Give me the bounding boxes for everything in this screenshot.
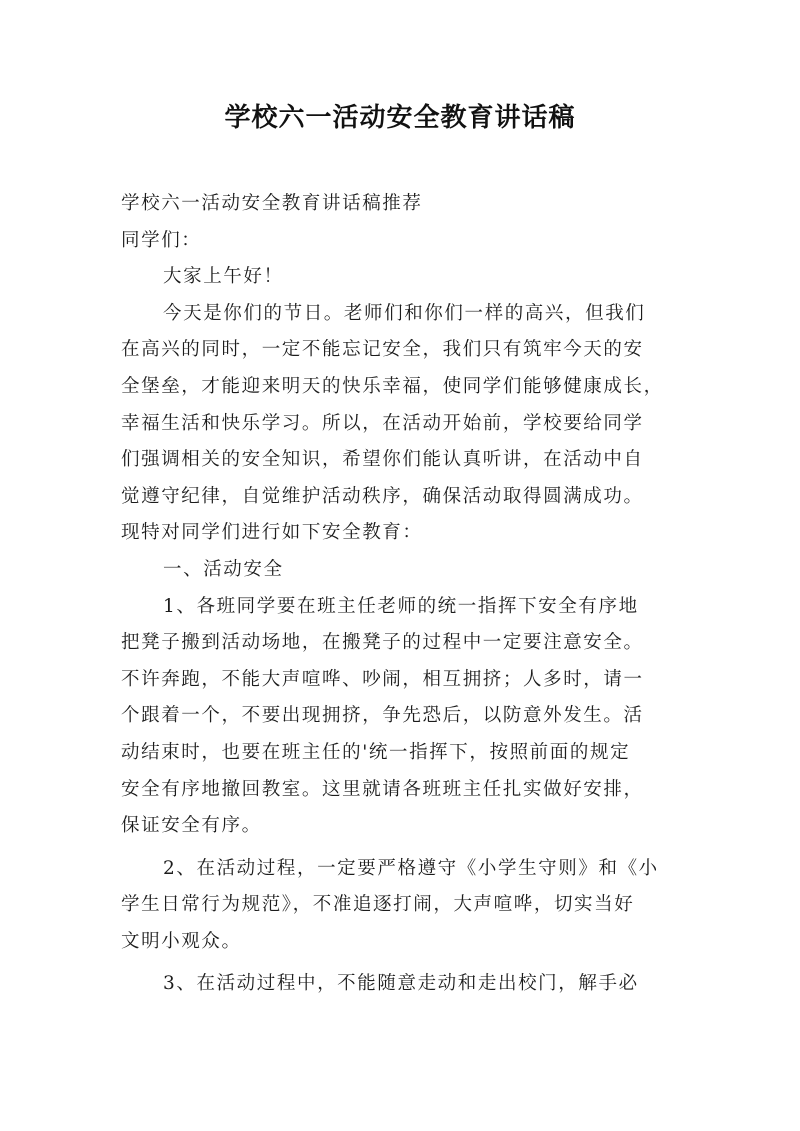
body-text-line: 不许奔跑，不能大声喧哗、吵闹，相互拥挤；人多时，请一 [121,668,644,690]
body-text-line: 觉遵守纪律，自觉维护活动秩序，确保活动取得圆满成功。 [121,485,644,507]
body-text-line: 今天是你们的节日。老师们和你们一样的高兴，但我们 [163,302,646,324]
body-text-line: 3、在活动过程中，不能随意走动和走出校门，解手必 [163,973,639,995]
body-text-line: 2、在活动过程，一定要严格遵守《小学生守则》和《小 [163,857,659,879]
body-text-line: 幸福生活和快乐学习。所以，在活动开始前，学校要给同学 [121,412,644,434]
body-text-line: 全堡垒，才能迎来明天的快乐幸福，使同学们能够健康成长， [121,375,664,397]
document-body [121,186,687,1003]
body-text-line: 大家上午好！ [163,266,284,288]
body-text-line: 安全有序地撤回教室。这里就请各班班主任扎实做好安排， [121,778,644,800]
body-text-line: 现特对同学们进行如下安全教育： [121,522,423,544]
body-text-line: 们强调相关的安全知识，希望你们能认真听讲，在活动中自 [121,449,644,471]
body-text-line: 学校六一活动安全教育讲话稿推荐 [121,193,423,214]
body-text-line: 保证安全有序。 [121,815,262,837]
body-text-line: 文明小观众。 [121,930,242,952]
document-title: 学校六一活动安全教育讲话稿 [224,103,576,133]
body-text-line: 一、活动安全 [163,558,284,580]
body-text-line: 同学们： [121,229,202,251]
body-text-line: 学生日常行为规范》，不准追逐打闹，大声喧哗，切实当好 [121,894,635,916]
body-text-line: 把凳子搬到活动场地，在搬凳子的过程中一定要注意安全。 [121,632,644,654]
body-text-line: 动结束时，也要在班主任的'统一指挥下，按照前面的规定 [121,741,631,763]
body-text-line: 1、各班同学要在班主任老师的统一指挥下安全有序地 [163,595,639,617]
body-text-line: 在高兴的同时，一定不能忘记安全，我们只有筑牢今天的安 [121,339,644,361]
body-text-line: 个跟着一个，不要出现拥挤，争先恐后，以防意外发生。活 [121,705,644,727]
